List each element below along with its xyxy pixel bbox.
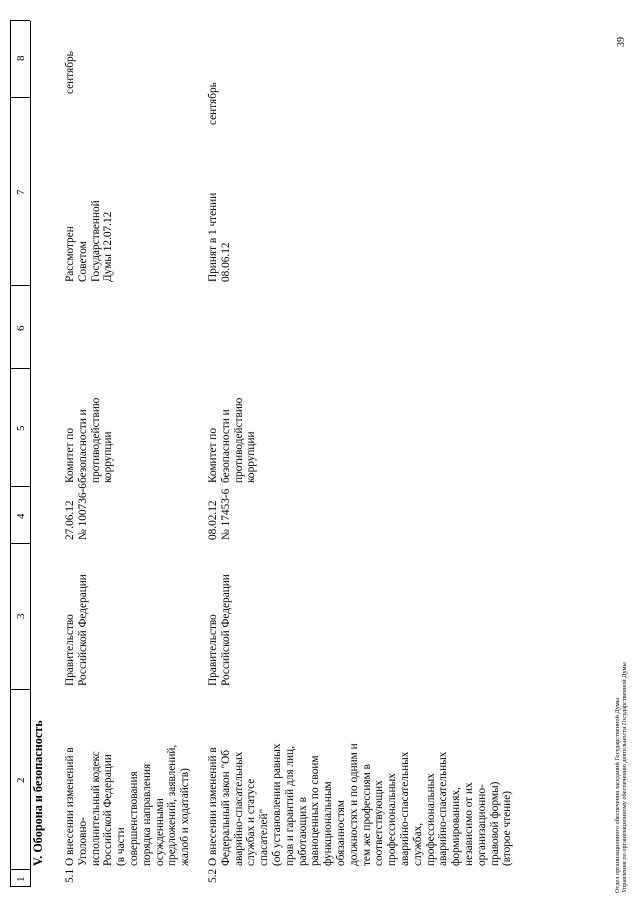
planned-term: сентябрь — [64, 51, 76, 94]
page-number: 39 — [616, 37, 627, 47]
committee: Комитет по безопасности и противодействию коррупции — [207, 397, 258, 483]
header-divider — [10, 689, 30, 690]
header-divider — [10, 285, 30, 286]
planned-term: сентябрь — [207, 82, 219, 125]
bill-author: Правительство Российской Федерации — [64, 574, 89, 686]
header-divider — [10, 543, 30, 544]
bill-status: Принят в 1 чтении 08.06.12 — [207, 192, 232, 282]
table-top-border — [10, 21, 11, 887]
column-number: 3 — [15, 613, 27, 619]
column-number: 6 — [15, 325, 27, 331]
bill-title: О внесении изменений в Уголовно- исполнительный кодекс Российской Федерации (в части совершенствования порядка направления осужденными предложений, заявлений, жалоб и ходатайств) — [64, 744, 192, 866]
column-number: 8 — [15, 55, 27, 61]
registration: 27.06.12 № 100736-6 — [64, 483, 89, 540]
bill-status: Рассмотрен Советом Государственной Думы 12.07.12 — [64, 200, 115, 282]
footer-line-2: Управления по организационному обеспечению деятельности Государственной Думы — [621, 662, 628, 893]
column-number: 4 — [15, 513, 27, 519]
header-divider — [10, 20, 30, 21]
section-title: V. Оборона и безопасность — [31, 720, 45, 866]
registration: 08.02.12 № 17453-6 — [207, 488, 232, 540]
bill-author: Правительство Российской Федерации — [207, 574, 232, 686]
row-number: 5.1 — [64, 868, 76, 883]
header-divider — [10, 886, 30, 887]
column-number: 1 — [15, 876, 27, 882]
column-number: 5 — [15, 425, 27, 431]
column-number: 2 — [15, 777, 27, 783]
footer-line-1: Отдел организационного обеспечения заседаний Государственной Думы — [614, 698, 621, 893]
header-divider — [10, 869, 30, 870]
column-number: 7 — [15, 189, 27, 195]
bill-title: О внесении изменений в Федеральный закон "Об аварийно-спасательных службах и статусе спасателей" (об установлении равных прав и гарантий для лиц, работающих в равноценных по своим функциональным обязанностям должностях и по одним и тем же профессиям в соответствующих профессиональных аварийно-спасательных службах, профессиональных аварийно-спасательных формированиях, независимо от их организационно- правовой формы) (второе чтение) — [207, 743, 514, 866]
header-divider — [10, 486, 30, 487]
row-number: 5.2 — [207, 868, 219, 883]
header-divider — [10, 97, 30, 98]
header-divider — [10, 368, 30, 369]
committee: Комитет по безопасности и противодействию коррупции — [64, 397, 115, 483]
